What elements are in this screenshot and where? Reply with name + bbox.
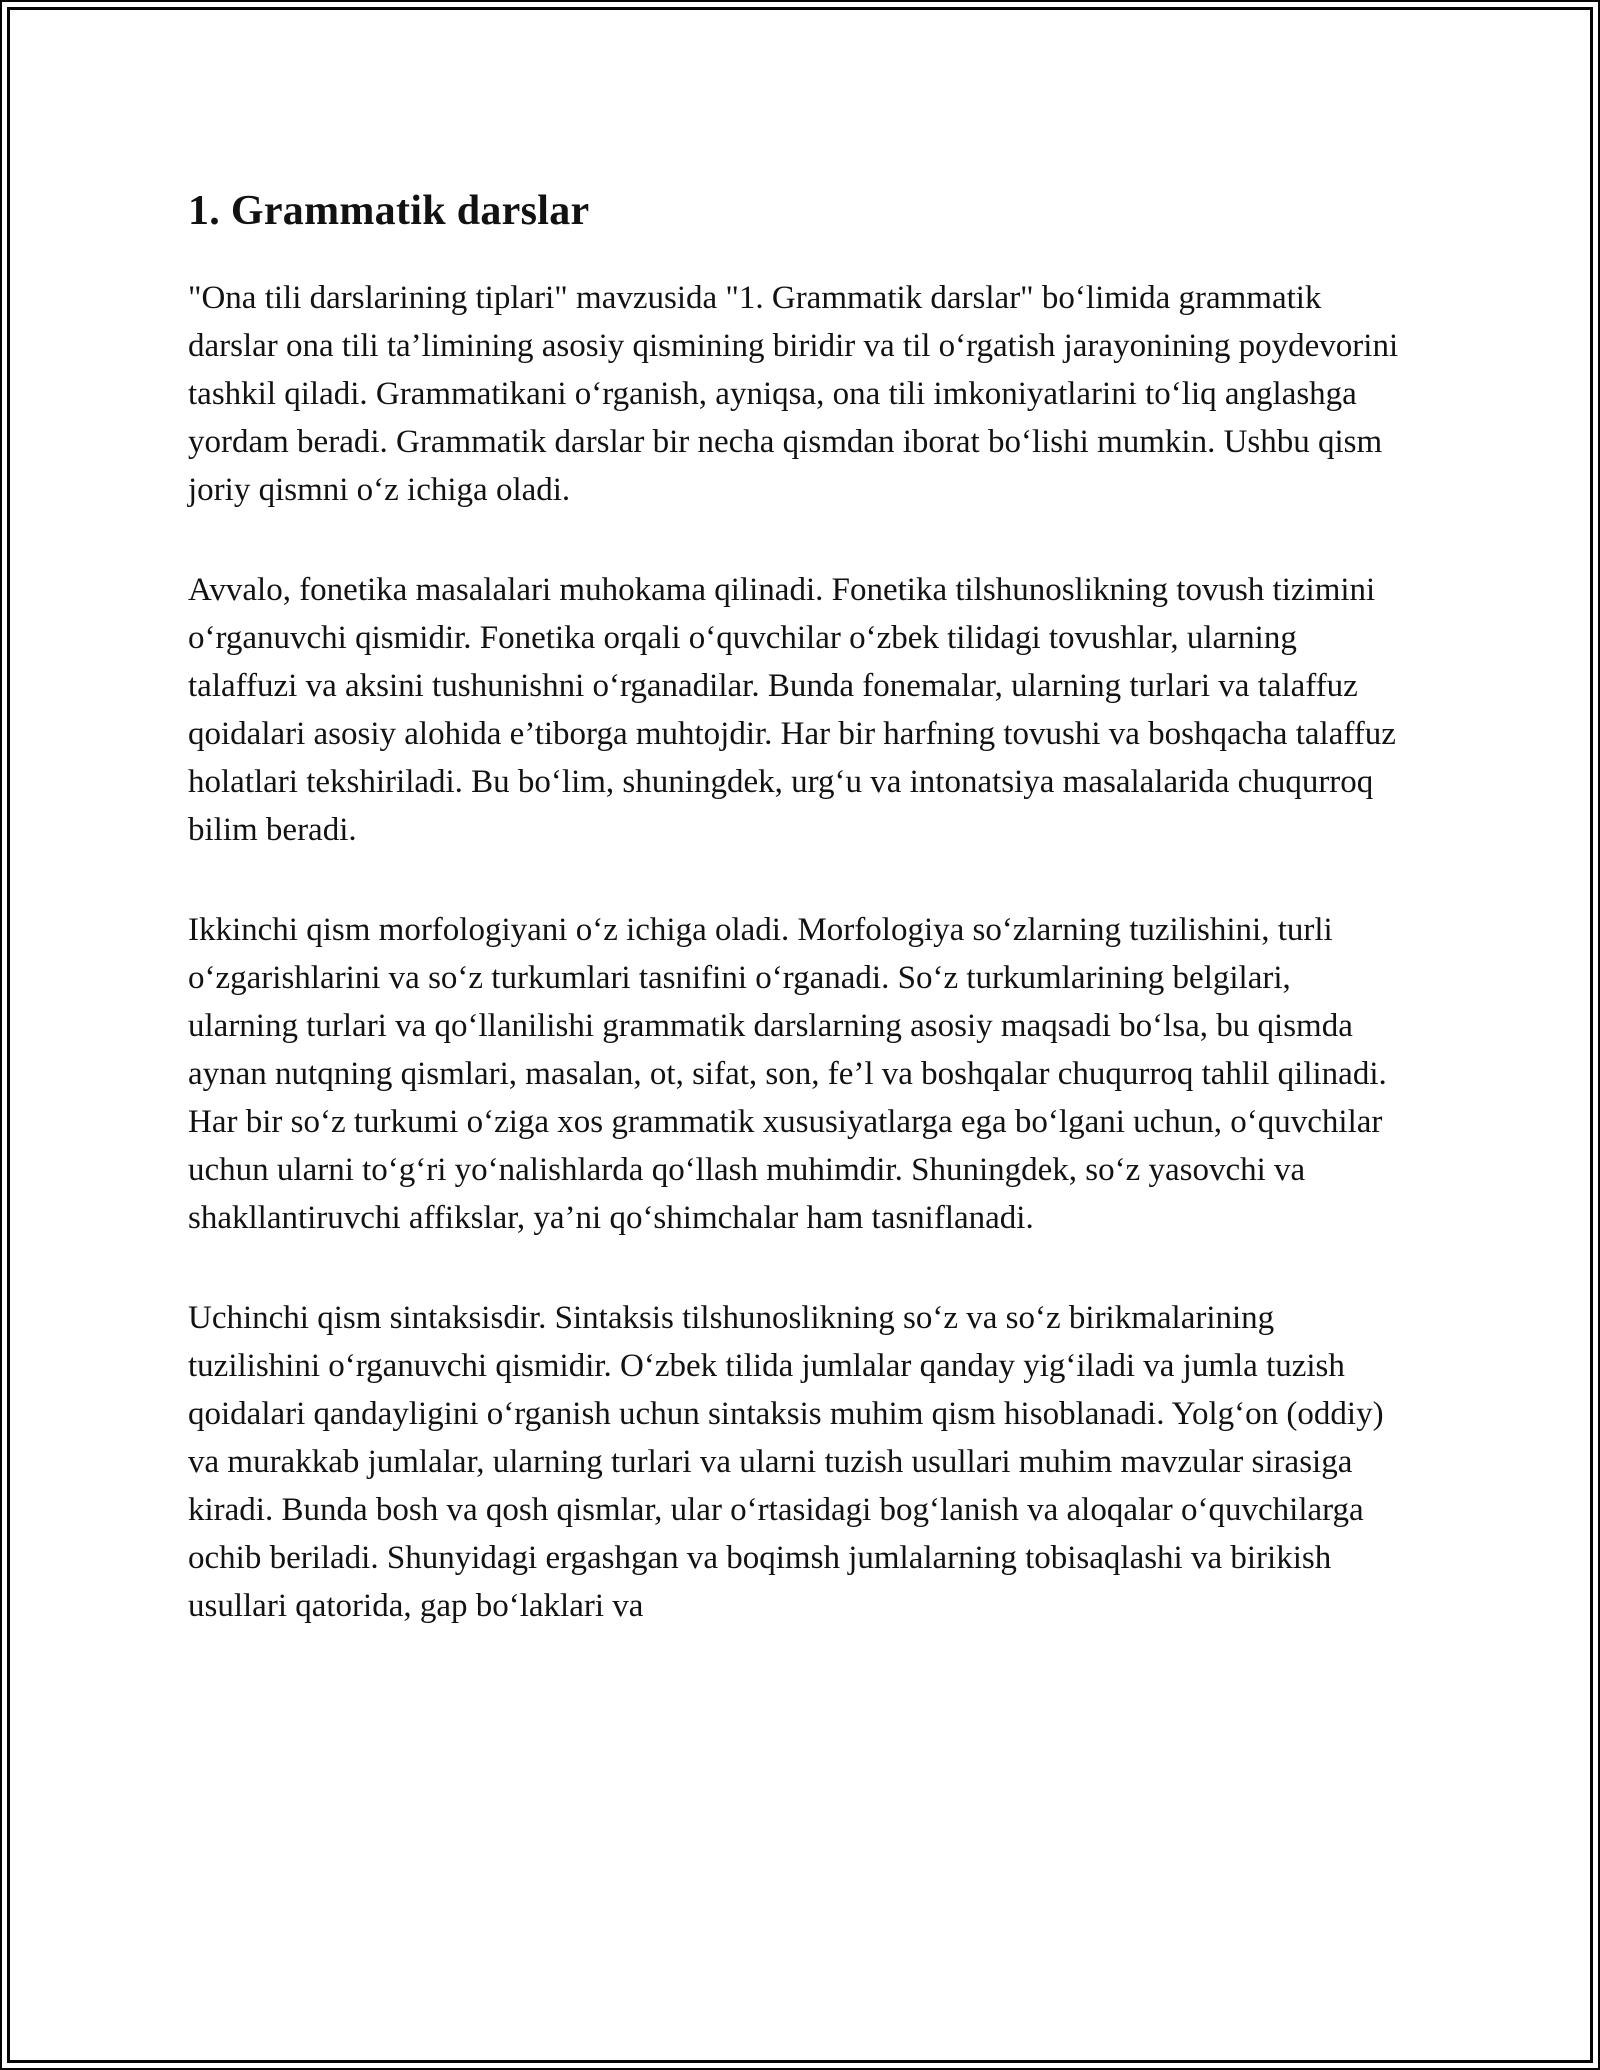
page-content [10,10,1403,1630]
paragraph-fonetika: Avvalo, fonetika masalalari muhokama qilinadi. Fonetika tilshunoslikning tovush tizimini o‘rganuvchi qismidir. Fonetika orqali o‘quvchilar o‘zbek tilidagi tovushlar, ularning talaffuzi va aksini tushunishni o‘rganadilar. Bunda fonemalar, ularning turlari va talaffuz qoidalari asosiy alohida e’tiborga muhtojdir. Har bir harfning tovushi va boshqacha talaffuz holatlari tekshiriladi. Bu bo‘lim, shuningdek, urg‘u va intonatsiya masalalarida chuqurroq bilim beradi. [188,572,1396,849]
paragraph-morfologiya: Ikkinchi qism morfologiyani o‘z ichiga oladi. Morfologiya so‘zlarning tuzilishini, turli o‘zgarishlarini va so‘z turkumlari tasnifini o‘rganadi. So‘z turkumlarining belgilari, ularning turlari va qo‘llanilishi grammatik darslarning asosiy maqsadi bo‘lsa, bu qismda aynan nutqning qismlari, masalan, ot, sifat, son, fe’l va boshqalar chuqurroq tahlil qilinadi. Har bir so‘z turkumi o‘ziga xos grammatik xususiyatlarga ega bo‘lgani uchun, o‘quvchilar uchun ularni to‘g‘ri yo‘nalishlarda qo‘llash muhimdir. Shuningdek, so‘z yasovchi va shakllantiruvchi affikslar, ya’ni qo‘shimchalar ham tasniflanadi. [188,912,1387,1237]
page-border-frame [7,7,1593,2063]
paragraph-sintaksis: Uchinchi qism sintaksisdir. Sintaksis tilshunoslikning so‘z va so‘z birikmalarining tuzilishini o‘rganuvchi qismidir. O‘zbek tilida jumlalar qanday yig‘iladi va jumla tuzish qoidalari qandayligini o‘rganish uchun sintaksis muhim qism hisoblanadi. Yolg‘on (oddiy) va murakkab jumlalar, ularning turlari va ularni tuzish usullari muhim mavzular sirasiga kiradi. Bunda bosh va qosh qismlar, ular o‘rtasidagi bog‘lanish va aloqalar o‘quvchilarga ochib beriladi. Shunyidagi ergashgan va boqimsh jumlalarning tobisaqlashi va birikish usullari qatorida, gap bo‘laklari va [188,1300,1384,1625]
page-title: 1. Grammatik darslar [188,188,590,234]
paragraph-intro: "Ona tili darslarining tiplari" mavzusida "1. Grammatik darslar" bo‘limida grammatik darslar ona tili ta’limining asosiy qismining biridir va til o‘rgatish jarayonining poydevorini tashkil qiladi. Grammatikani o‘rganish, ayniqsa, ona tili imkoniyatlarini to‘liq anglashga yordam beradi. Grammatik darslar bir necha qismdan iborat bo‘lishi mumkin. Ushbu qism joriy qismni o‘z ichiga oladi. [188,280,1399,509]
